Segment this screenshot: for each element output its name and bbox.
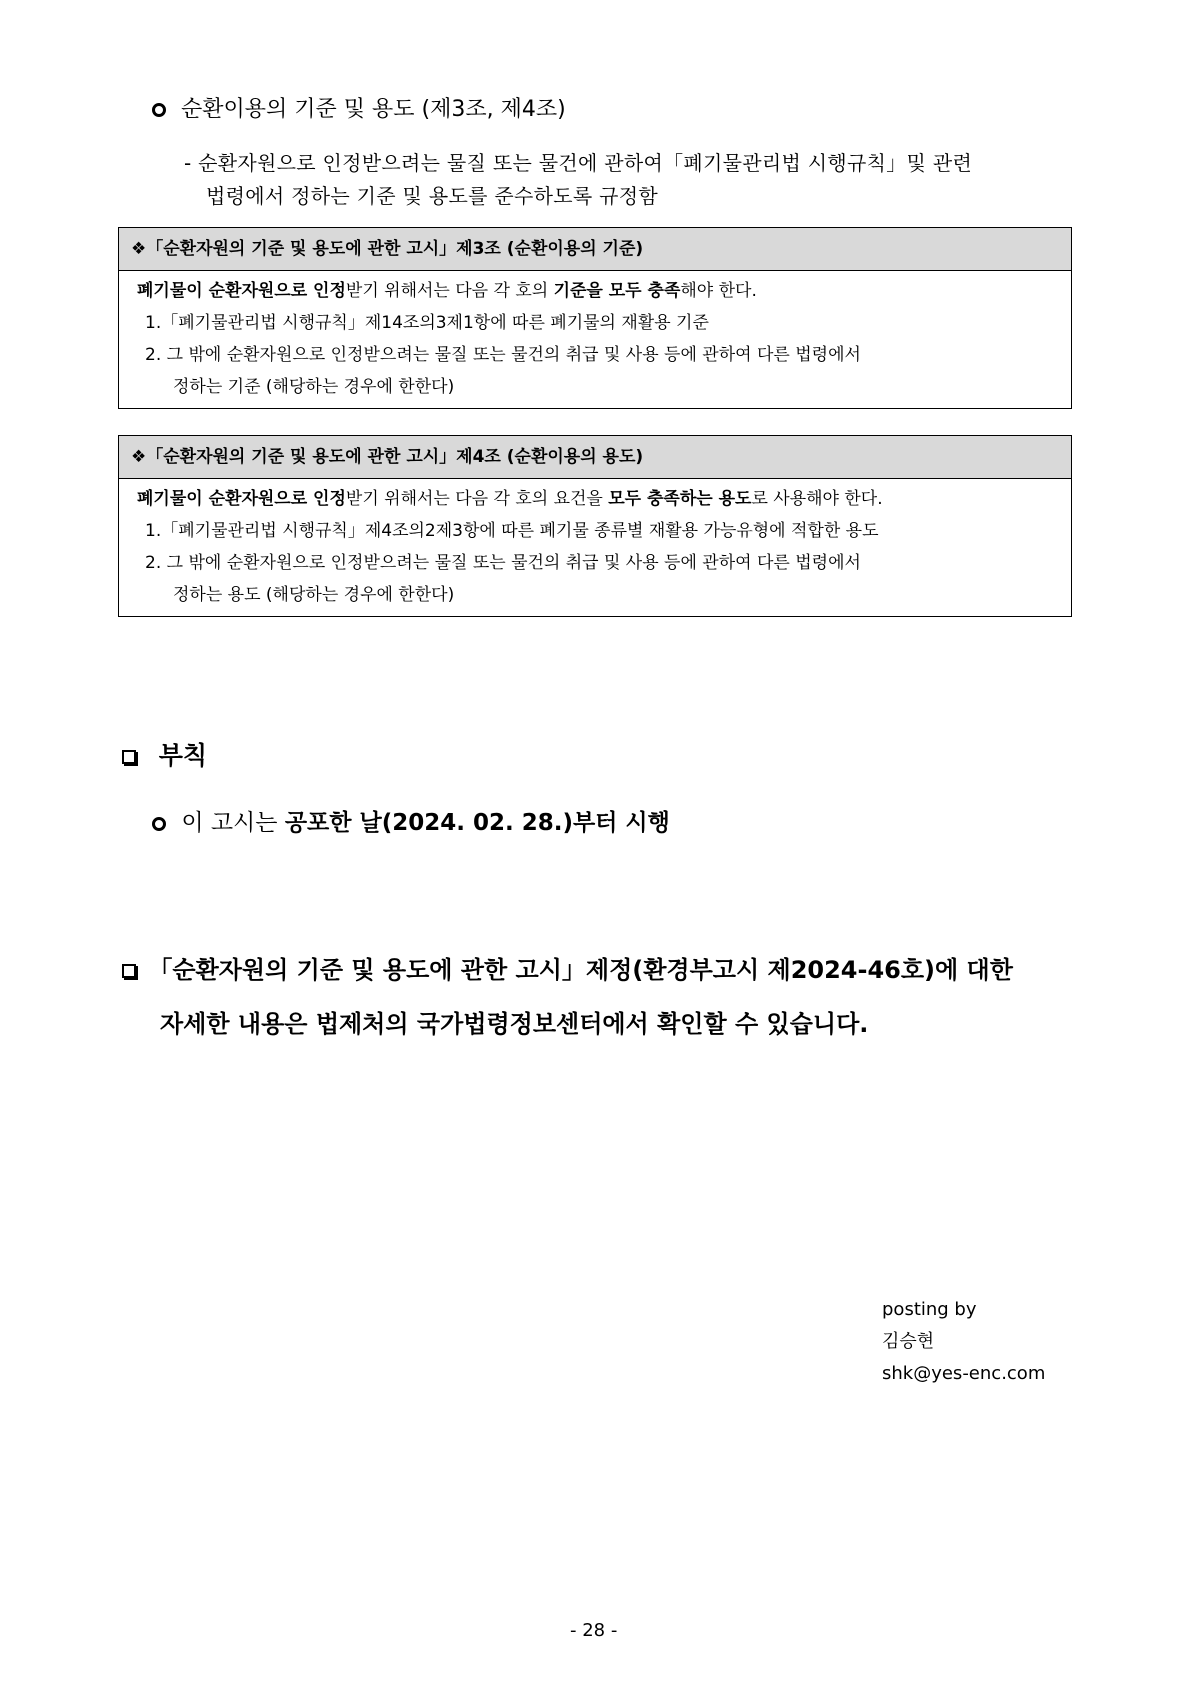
supplementary-content xyxy=(152,804,670,837)
supplementary-text-bold: 공포한 날(2024. 02. 28.)부터 시행 xyxy=(284,810,670,836)
article3-box-title: ❖「순환자원의 기준 및 용도에 관한 고시」제3조 (순환이용의 기준) xyxy=(119,228,1071,271)
posting-by: posting by xyxy=(882,1299,977,1320)
article3-intro-bold1: 폐기물이 순환자원으로 인정 xyxy=(137,281,346,301)
article3-item1: 1.「폐기물관리법 시행규칙」제14조의3제1항에 따른 폐기물의 재활용 기준 xyxy=(145,313,709,333)
notice-line1-text: 「순환자원의 기준 및 용도에 관한 고시」제정(환경부고시 제2024-46호)에 대한 xyxy=(148,956,1013,984)
article4-item2-line1: 2. 그 밖에 순환자원으로 인정받으려는 물질 또는 물건의 취급 및 사용 등에 관하여 다른 법령에서 xyxy=(145,553,861,573)
article3-intro-text1: 받기 위해서는 다음 각 호의 xyxy=(345,281,554,301)
article4-intro-bold1: 폐기물이 순환자원으로 인정 xyxy=(137,489,346,509)
circle-bullet-icon xyxy=(152,817,166,831)
article4-box xyxy=(118,435,1072,617)
article4-box-title: ❖「순환자원의 기준 및 용도에 관한 고시」제4조 (순환이용의 용도) xyxy=(119,436,1071,479)
square-bullet-icon xyxy=(122,750,136,764)
article4-item2-line2: 정하는 용도 (해당하는 경우에 한한다) xyxy=(173,585,455,605)
square-bullet-icon xyxy=(122,964,136,978)
article4-intro xyxy=(137,483,1059,515)
article4-item1: 1.「폐기물관리법 시행규칙」제4조의2제3항에 따른 폐기물 종류별 재활용 가능유형에 적합한 용도 xyxy=(145,521,879,541)
article3-item2-line1: 2. 그 밖에 순환자원으로 인정받으려는 물질 또는 물건의 취급 및 사용 등에 관하여 다른 법령에서 xyxy=(145,345,861,365)
supplementary-text-plain: 이 고시는 xyxy=(181,810,285,836)
supplementary-heading xyxy=(122,736,207,772)
author-name: 김승현 xyxy=(882,1331,935,1352)
article4-intro-text2: 로 사용해야 한다. xyxy=(751,489,883,509)
article3-intro-text2: 해야 한다. xyxy=(680,281,757,301)
section-description-line1: - 순환자원으로 인정받으려는 물질 또는 물건에 관하여「폐기물관리법 시행규칙」및 관련 xyxy=(184,151,973,175)
page-number: - 28 - xyxy=(570,1620,618,1641)
article4-intro-bold2: 모두 충족하는 용도 xyxy=(608,489,752,509)
notice-line1 xyxy=(122,950,1013,985)
supplementary-heading-text: 부칙 xyxy=(158,741,208,770)
article3-box-body xyxy=(119,271,1071,411)
article3-box xyxy=(118,227,1072,409)
author-email: shk@yes-enc.com xyxy=(882,1363,1046,1384)
section-heading-text: 순환이용의 기준 및 용도 (제3조, 제4조) xyxy=(181,97,566,122)
article3-intro-bold2: 기준을 모두 충족 xyxy=(553,281,681,301)
section-heading xyxy=(152,92,566,123)
article4-intro-text1: 받기 위해서는 다음 각 호의 요건을 xyxy=(345,489,609,509)
circle-bullet-icon xyxy=(152,103,166,117)
section-description-line2: 법령에서 정하는 기준 및 용도를 준수하도록 규정함 xyxy=(206,184,658,208)
article3-item2-line2: 정하는 기준 (해당하는 경우에 한한다) xyxy=(173,377,455,397)
article4-box-body xyxy=(119,479,1071,619)
article3-intro xyxy=(137,275,1059,307)
notice-line2: 자세한 내용은 법제처의 국가법령정보센터에서 확인할 수 있습니다. xyxy=(160,1010,869,1038)
